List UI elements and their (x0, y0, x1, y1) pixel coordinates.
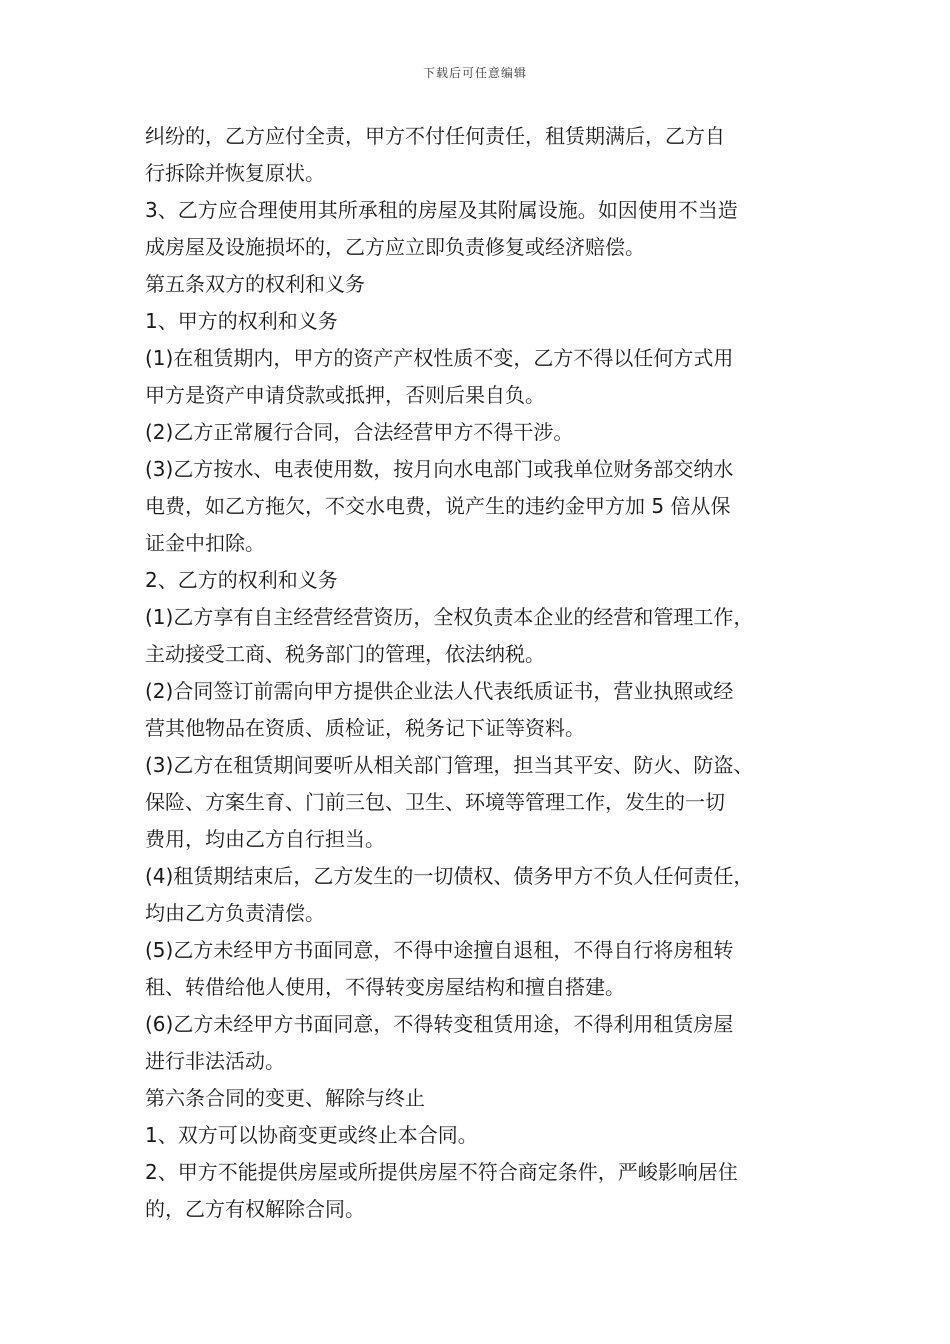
subsection-heading: 2、乙方的权利和义务 (145, 568, 338, 592)
text-line: 证金中扣除。 (145, 531, 265, 555)
text-line: 均由乙方负责清偿。 (145, 901, 325, 925)
text-line: 纠纷的，乙方应付全责，甲方不付任何责任，租赁期满后，乙方自 (145, 124, 725, 148)
text-line: (2)乙方正常履行合同，合法经营甲方不得干涉。 (145, 420, 574, 444)
text-line: (4)租赁期结束后，乙方发生的一切债权、债务甲方不负人任何责任， (145, 864, 754, 888)
text-line: 进行非法活动。 (145, 1049, 285, 1073)
text-line: 费用，均由乙方自行担当。 (145, 827, 385, 851)
text-line: 的，乙方有权解除合同。 (145, 1197, 365, 1221)
header-note: 下载后可任意编辑 (422, 66, 527, 80)
text-line: 1、双方可以协商变更或终止本合同。 (145, 1123, 478, 1147)
subsection-heading: 1、甲方的权利和义务 (145, 309, 338, 333)
text-line: 成房屋及设施损坏的，乙方应立即负责修复或经济赔偿。 (145, 235, 645, 259)
text-line: (3)乙方在租赁期间要听从相关部门管理，担当其平安、防火、防盗、 (145, 753, 754, 777)
text-line: 营其他物品在资质、质检证，税务记下证等资料。 (145, 716, 585, 740)
text-line: 电费，如乙方拖欠，不交水电费，说产生的违约金甲方加 5 倍从保 (145, 494, 731, 518)
text-line: 保险、方案生育、门前三包、卫生、环境等管理工作，发生的一切 (145, 790, 725, 814)
section-heading: 第六条合同的变更、解除与终止 (145, 1086, 425, 1110)
text-line: 甲方是资产申请贷款或抵押，否则后果自负。 (145, 383, 545, 407)
text-line: (1)乙方享有自主经营经营资历，全权负责本企业的经营和管理工作， (145, 605, 754, 629)
text-line: (1)在租赁期内，甲方的资产产权性质不变，乙方不得以任何方式用 (145, 346, 734, 370)
text-line: 3、乙方应合理使用其所承租的房屋及其附属设施。如因使用不当造 (145, 198, 738, 222)
text-line: (3)乙方按水、电表使用数，按月向水电部门或我单位财务部交纳水 (145, 457, 734, 481)
text-line: (5)乙方未经甲方书面同意，不得中途擅自退租，不得自行将房租转 (145, 938, 734, 962)
text-line: 2、甲方不能提供房屋或所提供房屋不符合商定条件，严峻影响居住 (145, 1160, 738, 1184)
text-line: (6)乙方未经甲方书面同意，不得转变租赁用途，不得利用租赁房屋 (145, 1012, 734, 1036)
text-line: (2)合同签订前需向甲方提供企业法人代表纸质证书，营业执照或经 (145, 679, 734, 703)
text-line: 租、转借给他人使用，不得转变房屋结构和擅自搭建。 (145, 975, 625, 999)
text-line: 主动接受工商、税务部门的管理，依法纳税。 (145, 642, 545, 666)
section-heading: 第五条双方的权利和义务 (145, 272, 365, 296)
text-line: 行拆除并恢复原状。 (145, 161, 325, 185)
document-body (145, 118, 810, 1228)
